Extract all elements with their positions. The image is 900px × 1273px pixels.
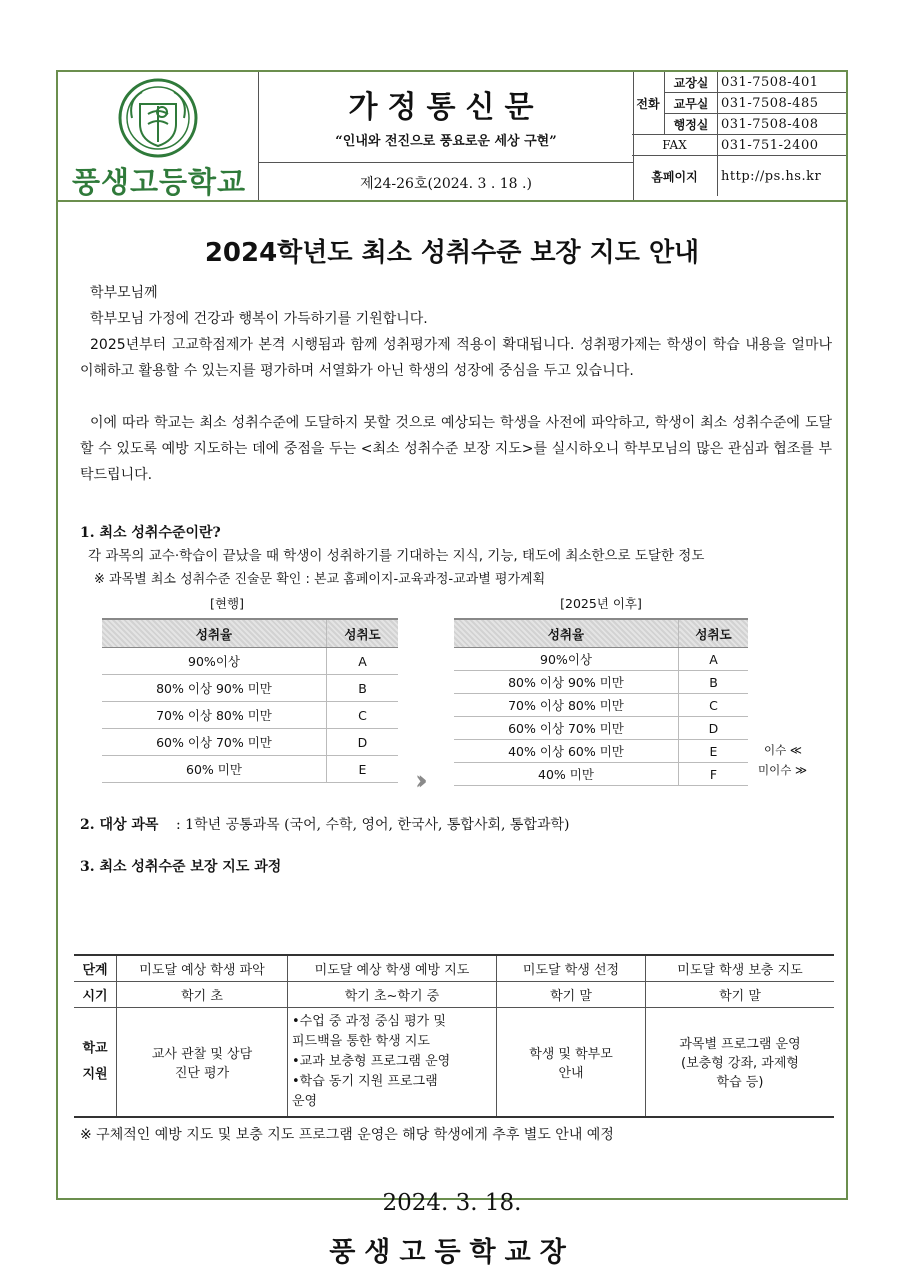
school-name: 풍생고등학교	[71, 165, 247, 199]
document-title: 2024학년도 최소 성취수준 보장 지도 안내	[204, 238, 700, 268]
rate-cell: 40% 이상 60% 미만	[454, 740, 679, 763]
row-label: 학교 지원	[74, 1007, 117, 1117]
principal-signature: 풍생고등학교장	[329, 1237, 575, 1268]
issue-date: 2024. 3. 18.	[382, 1190, 522, 1216]
contact-value: 031-7508-401	[718, 72, 847, 93]
support-cell: 과목별 프로그램 운영 (보충형 강좌, 과제형 학습 등)	[646, 1007, 835, 1117]
table-row	[102, 675, 398, 702]
table-row	[454, 717, 748, 740]
contact-block	[632, 72, 846, 200]
col-rate-header: 성취율	[454, 619, 679, 648]
issue-number: 제24-26호(2024. 3 . 18 .)	[360, 176, 532, 192]
rate-cell: 70% 이상 80% 미만	[454, 694, 679, 717]
current-grade-table	[102, 618, 398, 783]
grade-cell: D	[327, 729, 399, 756]
table-row	[454, 694, 748, 717]
school-emblem-icon	[118, 78, 198, 158]
grade-cell: B	[679, 671, 749, 694]
fax-value: 031-751-2400	[718, 135, 847, 156]
pass-label: 이수 ≪	[764, 743, 802, 757]
rate-cell: 90%이상	[454, 648, 679, 671]
fax-label: FAX	[632, 135, 718, 156]
phone-label: 전화	[632, 72, 665, 135]
period-cell: 학기 초~학기 중	[288, 981, 497, 1007]
rate-cell: 70% 이상 80% 미만	[102, 702, 327, 729]
support-cell: 학생 및 학부모 안내	[497, 1007, 646, 1117]
grade-cell: A	[327, 648, 399, 675]
double-chevron-right-icon: ››	[415, 766, 420, 796]
table-row	[454, 763, 748, 786]
stage-cell: 미도달 학생 선정	[497, 955, 646, 981]
table-row	[102, 648, 398, 675]
table-row	[454, 648, 748, 671]
row-label: 시기	[74, 981, 117, 1007]
section-3-footnote: ※ 구체적인 예방 지도 및 보충 지도 프로그램 운영은 해당 학생에게 추후 별도 안내 예정	[80, 1127, 614, 1143]
grade-cell: B	[327, 675, 399, 702]
col-rate-header: 성취율	[102, 619, 327, 648]
intro-paragraph-2: 2025년부터 고교학점제가 본격 시행됨과 함께 성취평가제 적용이 확대됩니다. 성취평가제는 학생이 학습 내용을 얼마나 이해하고 활용할 수 있는지를 평가하며 서열화가 아닌 학생의 성장에 중심을 두고 있습니다.	[80, 337, 832, 379]
homepage-label: 홈페이지	[632, 156, 718, 197]
contact-value: 031-7508-408	[718, 114, 847, 135]
period-cell: 학기 초	[117, 981, 288, 1007]
col-grade-header: 성취도	[679, 619, 749, 648]
support-cell: •수업 중 과정 중심 평가 및 피드백을 통한 학생 지도 •교과 보충형 프로그램 운영 •학습 동기 지원 프로그램 운영	[288, 1007, 497, 1117]
greeting: 학부모님께	[90, 285, 158, 301]
title-cell	[258, 72, 634, 200]
grade-cell: E	[679, 740, 749, 763]
table-row	[102, 702, 398, 729]
grade-cell: C	[327, 702, 399, 729]
rate-cell: 80% 이상 90% 미만	[102, 675, 327, 702]
table-row	[454, 740, 748, 763]
section-1-definition: 각 과목의 교수·학습이 끝났을 때 학생이 성취하기를 기대하는 지식, 기능, 태도에 최소한으로 도달한 정도	[88, 548, 705, 564]
rate-cell: 60% 이상 70% 미만	[454, 717, 679, 740]
section-1-note: ※ 과목별 최소 성취수준 진술문 확인 : 본교 홈페이지-교육과정-교과별 평가계획	[94, 572, 546, 587]
period-cell: 학기 말	[646, 981, 835, 1007]
stage-cell: 미도달 예상 학생 예방 지도	[288, 955, 497, 981]
school-motto: “인내와 전진으로 풍요로운 세상 구현”	[335, 134, 557, 149]
rate-cell: 60% 이상 70% 미만	[102, 729, 327, 756]
rate-cell: 80% 이상 90% 미만	[454, 671, 679, 694]
support-row	[74, 1007, 834, 1117]
row-label: 단계	[74, 955, 117, 981]
table-row	[454, 671, 748, 694]
stage-cell: 미도달 예상 학생 파악	[117, 955, 288, 981]
section-3-heading: 3. 최소 성취수준 보장 지도 과정	[80, 859, 282, 875]
newsletter-title: 가정통신문	[348, 90, 544, 125]
logo-cell	[58, 72, 258, 200]
header	[58, 72, 846, 202]
contact-label: 교장실	[665, 72, 718, 93]
stage-row	[74, 955, 834, 981]
table-row	[102, 729, 398, 756]
future-grade-table	[454, 618, 748, 786]
grade-cell: D	[679, 717, 749, 740]
period-row	[74, 981, 834, 1007]
grade-cell: F	[679, 763, 749, 786]
contact-label: 교무실	[665, 93, 718, 114]
section-2-content: : 1학년 공통과목 (국어, 수학, 영어, 한국사, 통합사회, 통합과학)	[176, 817, 570, 833]
grade-cell: E	[327, 756, 399, 783]
homepage-link[interactable]: http://ps.hs.kr	[718, 156, 847, 197]
rate-cell: 60% 미만	[102, 756, 327, 783]
support-cell: 교사 관찰 및 상담 진단 평가	[117, 1007, 288, 1117]
future-caption: [2025년 이후]	[560, 596, 642, 611]
section-2-heading: 2. 대상 과목	[80, 817, 159, 833]
table-row	[102, 756, 398, 783]
current-caption: [현행]	[210, 596, 244, 611]
period-cell: 학기 말	[497, 981, 646, 1007]
fail-label: 미이수 ≫	[758, 763, 808, 777]
stage-cell: 미도달 학생 보충 지도	[646, 955, 835, 981]
contact-label: 행정실	[665, 114, 718, 135]
contact-value: 031-7508-485	[718, 93, 847, 114]
rate-cell: 40% 미만	[454, 763, 679, 786]
grade-cell: A	[679, 648, 749, 671]
col-grade-header: 성취도	[327, 619, 399, 648]
process-table	[74, 954, 834, 1118]
rate-cell: 90%이상	[102, 648, 327, 675]
newsletter-sheet	[56, 70, 848, 1268]
intro-paragraph-1: 학부모님 가정에 건강과 행복이 가득하기를 기원합니다.	[90, 311, 428, 327]
section-1-heading: 1. 최소 성취수준이란?	[80, 525, 221, 541]
grade-cell: C	[679, 694, 749, 717]
issue-row	[259, 162, 633, 201]
intro-paragraph-3: 이에 따라 학교는 최소 성취수준에 도달하지 못할 것으로 예상되는 학생을 사전에 파악하고, 학생이 최소 성취수준에 도달할 수 있도록 예방 지도하는 데에 중점을 두는 <최소 성취수준 보장 지도>를 실시하오니 학부모님의 많은 관심과 협조를 부탁드립니다.	[80, 415, 832, 483]
